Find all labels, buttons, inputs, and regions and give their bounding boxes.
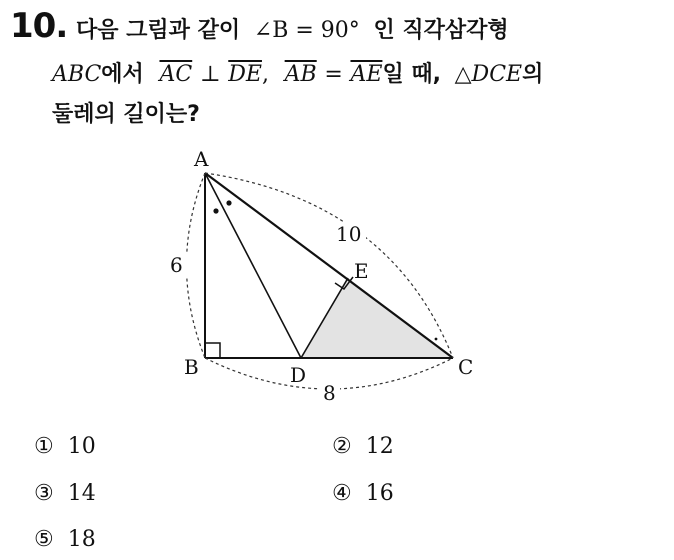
segment-ad-line <box>205 173 301 358</box>
dimension-arc-ab <box>187 173 206 358</box>
choice-4[interactable] <box>332 481 394 506</box>
vertex-label-e: E <box>354 259 369 283</box>
choice-value: 18 <box>67 527 96 552</box>
length-label-ab: 6 <box>170 253 183 277</box>
choice-value: 10 <box>67 434 96 459</box>
question-line-3: 둘레의 길이는? <box>52 102 200 127</box>
choice-value: 14 <box>67 481 96 506</box>
question-number: 10. <box>10 6 68 46</box>
vertex-label-c: C <box>458 355 474 379</box>
angle-mark-dot <box>435 338 438 341</box>
segment-ac: $\overline{AC}$ <box>159 62 193 87</box>
question-text: 인 직각삼각형 <box>373 18 509 43</box>
choice-5[interactable] <box>34 527 96 552</box>
choice-3[interactable] <box>34 481 96 506</box>
triangle-dce: △DCE <box>454 62 523 87</box>
segment-ab: $\overline{AB}$ <box>284 62 317 87</box>
question-text: 의 <box>522 62 544 87</box>
choice-value: 16 <box>365 481 394 506</box>
choice-number: ③ <box>34 481 54 506</box>
angle-mark-dot <box>226 200 231 205</box>
vertex-label-d: D <box>290 363 307 387</box>
choice-1[interactable] <box>34 434 96 459</box>
segment-de: $\overline{DE}$ <box>228 62 262 87</box>
comma: , <box>261 62 269 87</box>
length-label-ac: 10 <box>336 222 362 246</box>
angle-expression: ∠B = 90° <box>253 18 360 43</box>
equals-symbol: = <box>324 62 343 87</box>
choice-number: ⑤ <box>34 527 54 552</box>
choice-value: 12 <box>365 434 394 459</box>
choice-2[interactable] <box>332 434 394 459</box>
perpendicular-symbol: ⊥ <box>199 62 221 87</box>
question-text: 일 때, <box>382 62 441 87</box>
question-text: 에서 <box>101 62 144 87</box>
vertex-label-b: B <box>184 355 199 379</box>
question-text: 다음 그림과 같이 <box>76 18 241 43</box>
right-angle-mark-b <box>205 343 220 358</box>
angle-mark-dot <box>213 208 218 213</box>
choice-number: ② <box>332 434 352 459</box>
triangle-name: ABC <box>52 62 102 87</box>
length-label-bc: 8 <box>323 381 336 405</box>
vertex-label-a: A <box>194 147 209 171</box>
segment-ae: $\overline{AE}$ <box>350 62 383 87</box>
choice-number: ④ <box>332 481 352 506</box>
choice-number: ① <box>34 434 54 459</box>
